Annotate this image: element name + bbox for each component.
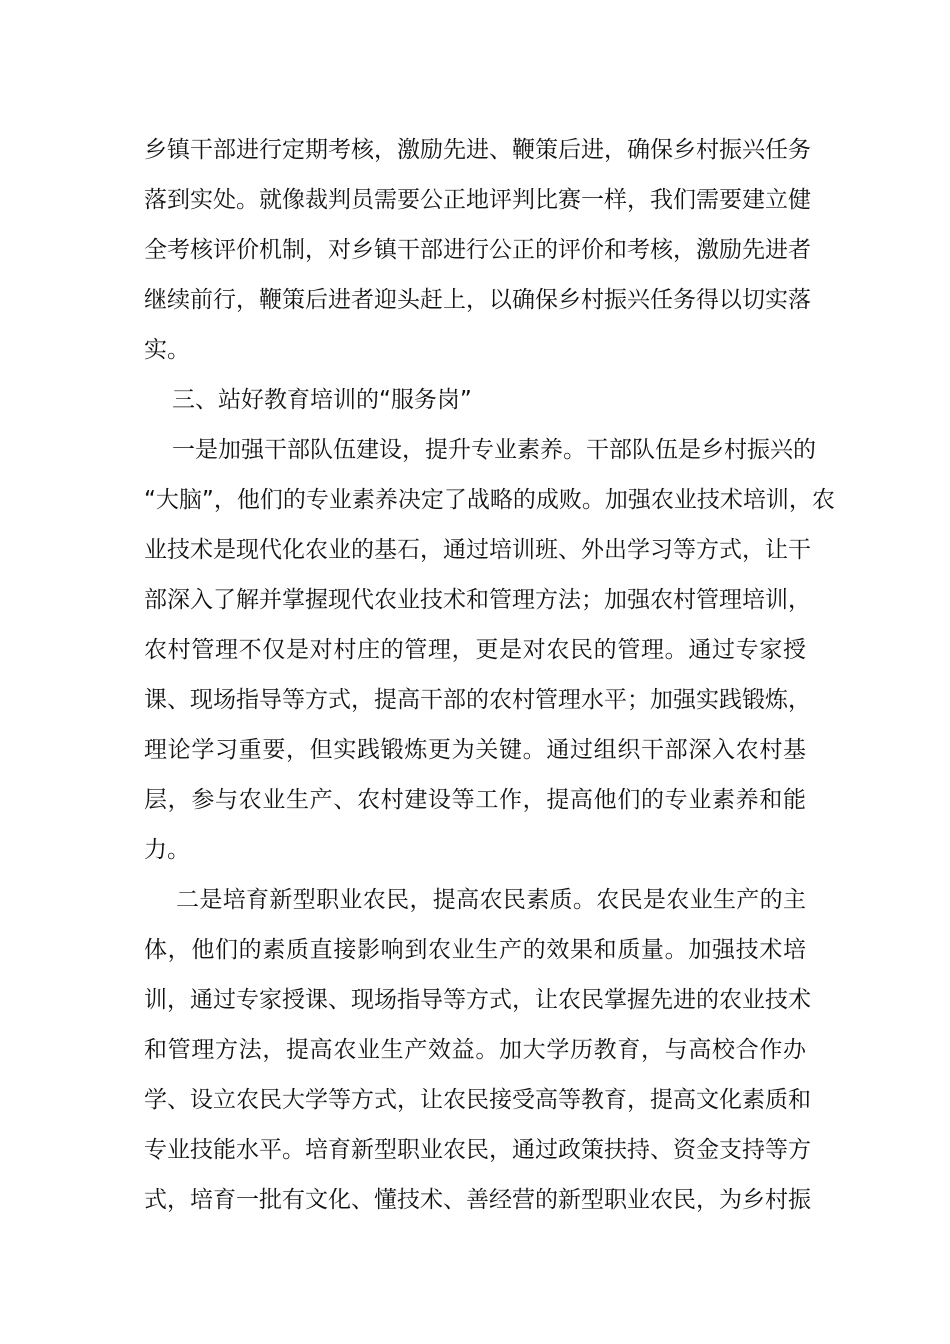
text-line: 力。 — [144, 837, 190, 863]
text-line: 层，参与农业生产、农村建设等工作，提高他们的专业素养和能 — [144, 787, 806, 813]
text-line: 落到实处。就像裁判员需要公正地评判比赛一样，我们需要建立健 — [144, 187, 811, 213]
text-line: 乡镇干部进行定期考核，激励先进、鞭策后进，确保乡村振兴任务 — [144, 137, 811, 163]
text-line: 式，培育一批有文化、懂技术、善经营的新型职业农民，为乡村振 — [144, 1187, 811, 1213]
text-line: 农村管理不仅是对村庄的管理，更是对农民的管理。通过专家授 — [144, 637, 806, 663]
text-line: 专业技能水平。培育新型职业农民，通过政策扶持、资金支持等方 — [144, 1137, 811, 1163]
text-line: 实。 — [144, 337, 190, 363]
paragraph-first-line: 二是培育新型职业农民，提高农民素质。农民是农业生产的主 — [176, 887, 806, 913]
section-heading: 三、站好教育培训的“服务岗” — [172, 387, 472, 413]
text-line: 体，他们的素质直接影响到农业生产的效果和质量。加强技术培 — [144, 937, 806, 963]
text-line: 理论学习重要，但实践锻炼更为关键。通过组织干部深入农村基 — [144, 737, 806, 763]
text-line: 业技术是现代化农业的基石，通过培训班、外出学习等方式，让干 — [144, 537, 811, 563]
text-line: 学、设立农民大学等方式，让农民接受高等教育，提高文化素质和 — [144, 1087, 811, 1113]
text-line: 继续前行，鞭策后进者迎头赶上，以确保乡村振兴任务得以切实落 — [144, 287, 811, 313]
text-line: “大脑”，他们的专业素养决定了战略的成败。加强农业技术培训，农 — [144, 487, 835, 513]
text-line: 和管理方法，提高农业生产效益。加大学历教育，与高校合作办 — [144, 1037, 806, 1063]
text-line: 部深入了解并掌握现代农业技术和管理方法；加强农村管理培训， — [144, 587, 811, 613]
text-line: 全考核评价机制，对乡镇干部进行公正的评价和考核，激励先进者 — [144, 237, 811, 263]
text-line: 训，通过专家授课、现场指导等方式，让农民掌握先进的农业技术 — [144, 987, 811, 1013]
text-line: 课、现场指导等方式，提高干部的农村管理水平；加强实践锻炼， — [144, 687, 811, 713]
paragraph-first-line: 一是加强干部队伍建设，提升专业素养。干部队伍是乡村振兴的 — [172, 437, 816, 463]
